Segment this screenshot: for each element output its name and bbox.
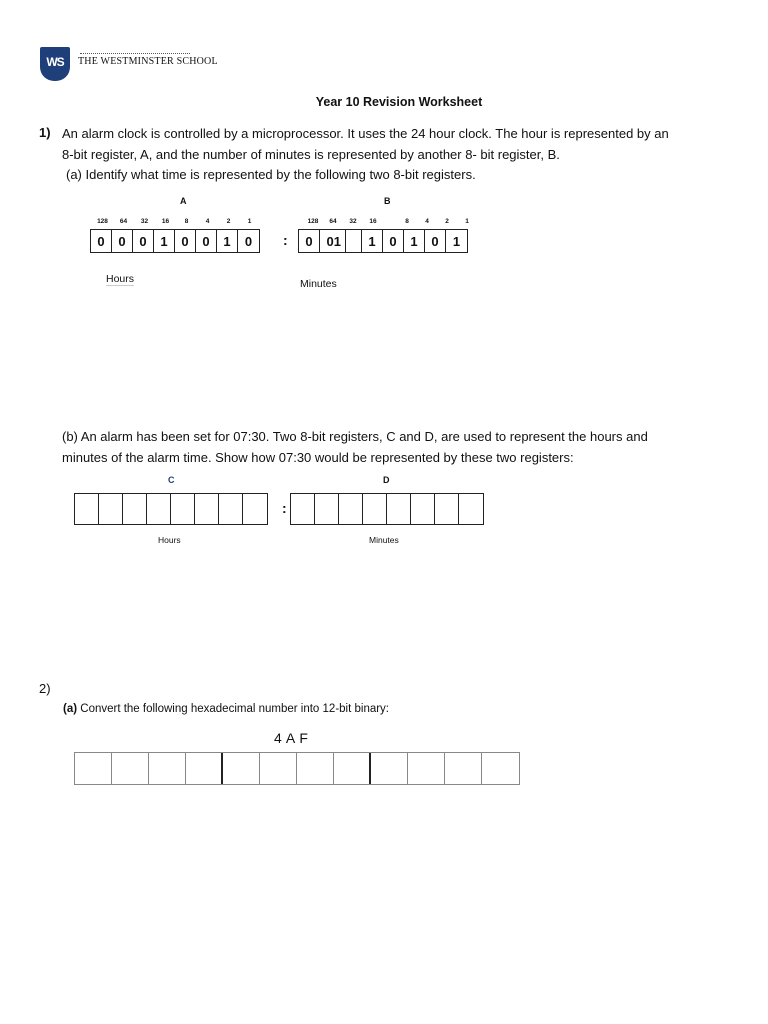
- register-d-answer-boxes[interactable]: [290, 493, 484, 525]
- school-logo: WS: [40, 47, 70, 81]
- register-a-caption: Hours: [106, 273, 135, 285]
- answer-cell[interactable]: [291, 494, 315, 524]
- weight: 8: [405, 218, 409, 225]
- register-b-bit: 0: [299, 230, 320, 252]
- answer-cell[interactable]: [219, 494, 243, 524]
- weight: 128: [97, 218, 108, 225]
- question-2-part-a: [63, 703, 389, 715]
- register-a-bit: 0: [91, 230, 112, 252]
- register-b-bit: 01: [320, 230, 346, 252]
- answer-cell[interactable]: [445, 753, 482, 784]
- question-1-part-a: (a) Identify what time is represented by the following two 8-bit registers.: [66, 167, 476, 182]
- school-name: THE WESTMINSTER SCHOOL: [78, 56, 218, 67]
- part-a-prefix: (a): [63, 703, 78, 715]
- page-title: Year 10 Revision Worksheet: [315, 95, 483, 109]
- question-2-number: 2): [39, 681, 51, 696]
- register-a-bit: 0: [175, 230, 196, 252]
- answer-cell[interactable]: [363, 494, 387, 524]
- answer-cell[interactable]: [411, 494, 435, 524]
- question-1-part-b-line1: (b) An alarm has been set for 07:30. Two 8-bit registers, C and D, are used to represent the hours and: [62, 429, 648, 444]
- answer-cell[interactable]: [334, 753, 371, 784]
- register-c-answer-boxes[interactable]: [74, 493, 268, 525]
- answer-cell[interactable]: [186, 753, 223, 784]
- register-a-bit: 0: [133, 230, 154, 252]
- weight: 2: [445, 218, 449, 225]
- weight: [383, 218, 397, 225]
- register-d-label: D: [383, 475, 390, 485]
- register-b-bit: 1: [404, 230, 425, 252]
- weight: 16: [369, 218, 377, 225]
- logo-arabic-script: [80, 47, 190, 54]
- register-a-weights: [92, 218, 260, 225]
- answer-cell[interactable]: [75, 494, 99, 524]
- register-a-bit: 0: [244, 233, 253, 249]
- answer-cell[interactable]: [147, 494, 171, 524]
- answer-cell[interactable]: [408, 753, 445, 784]
- register-c-caption: Hours: [158, 535, 181, 545]
- register-b-bit: 1: [362, 230, 383, 252]
- weight: 4: [425, 218, 429, 225]
- register-separator: :: [282, 500, 287, 516]
- register-b-label: B: [384, 196, 391, 206]
- answer-cell[interactable]: [459, 494, 483, 524]
- part-a-text: Convert the following hexadecimal number into 12-bit binary:: [77, 703, 390, 715]
- register-a-bit: 0: [112, 230, 133, 252]
- register-a-bit: 1: [154, 230, 175, 252]
- weight: 32: [140, 218, 149, 225]
- answer-cell[interactable]: [112, 753, 149, 784]
- answer-cell[interactable]: [315, 494, 339, 524]
- register-a-bit: 1: [217, 230, 238, 252]
- answer-cell[interactable]: [339, 494, 363, 524]
- answer-cell[interactable]: [195, 494, 219, 524]
- weight: 8: [184, 218, 189, 225]
- weight: 64: [329, 218, 337, 225]
- binary-answer-boxes[interactable]: [74, 752, 520, 785]
- weight: 1: [465, 218, 469, 225]
- answer-cell[interactable]: [435, 494, 459, 524]
- answer-cell[interactable]: [223, 753, 260, 784]
- question-1-intro-line2: 8-bit register, A, and the number of minutes is represented by another 8- bit register, B.: [62, 147, 560, 162]
- answer-cell[interactable]: [297, 753, 334, 784]
- register-d-caption: Minutes: [369, 535, 399, 545]
- weight: 2: [226, 218, 231, 225]
- answer-cell[interactable]: [260, 753, 297, 784]
- weight: 1: [247, 218, 252, 225]
- answer-cell[interactable]: [99, 494, 123, 524]
- question-1-intro-line1: An alarm clock is controlled by a microprocessor. It uses the 24 hour clock. The hour is represented by an: [62, 126, 669, 141]
- weight: 16: [161, 218, 170, 225]
- weight: 64: [119, 218, 128, 225]
- weight: 4: [205, 218, 210, 225]
- answer-cell[interactable]: [171, 494, 195, 524]
- register-b: [298, 229, 468, 253]
- register-b-bit: [346, 230, 362, 252]
- register-a: [90, 229, 260, 253]
- register-b-caption: Minutes: [300, 278, 337, 290]
- question-1-part-b-line2: minutes of the alarm time. Show how 07:30 would be represented by these two registers:: [62, 450, 574, 465]
- register-b-bit: 0: [383, 230, 404, 252]
- question-1-number: 1): [39, 125, 51, 140]
- register-a-label: A: [180, 196, 187, 206]
- weight: 32: [349, 218, 357, 225]
- register-b-weights: [303, 218, 477, 225]
- weight: 128: [307, 218, 319, 225]
- answer-cell[interactable]: [75, 753, 112, 784]
- answer-cell[interactable]: [387, 494, 411, 524]
- register-b-bit: 1: [452, 233, 461, 249]
- register-separator: :: [283, 232, 288, 248]
- answer-cell[interactable]: [123, 494, 147, 524]
- hex-value: 4 A F: [274, 730, 309, 746]
- register-b-bit: 0: [425, 230, 446, 252]
- answer-cell[interactable]: [243, 494, 267, 524]
- answer-cell[interactable]: [149, 753, 186, 784]
- register-c-label: C: [168, 475, 175, 485]
- answer-cell[interactable]: [482, 753, 519, 784]
- answer-cell[interactable]: [371, 753, 408, 784]
- register-a-bit: 0: [196, 230, 217, 252]
